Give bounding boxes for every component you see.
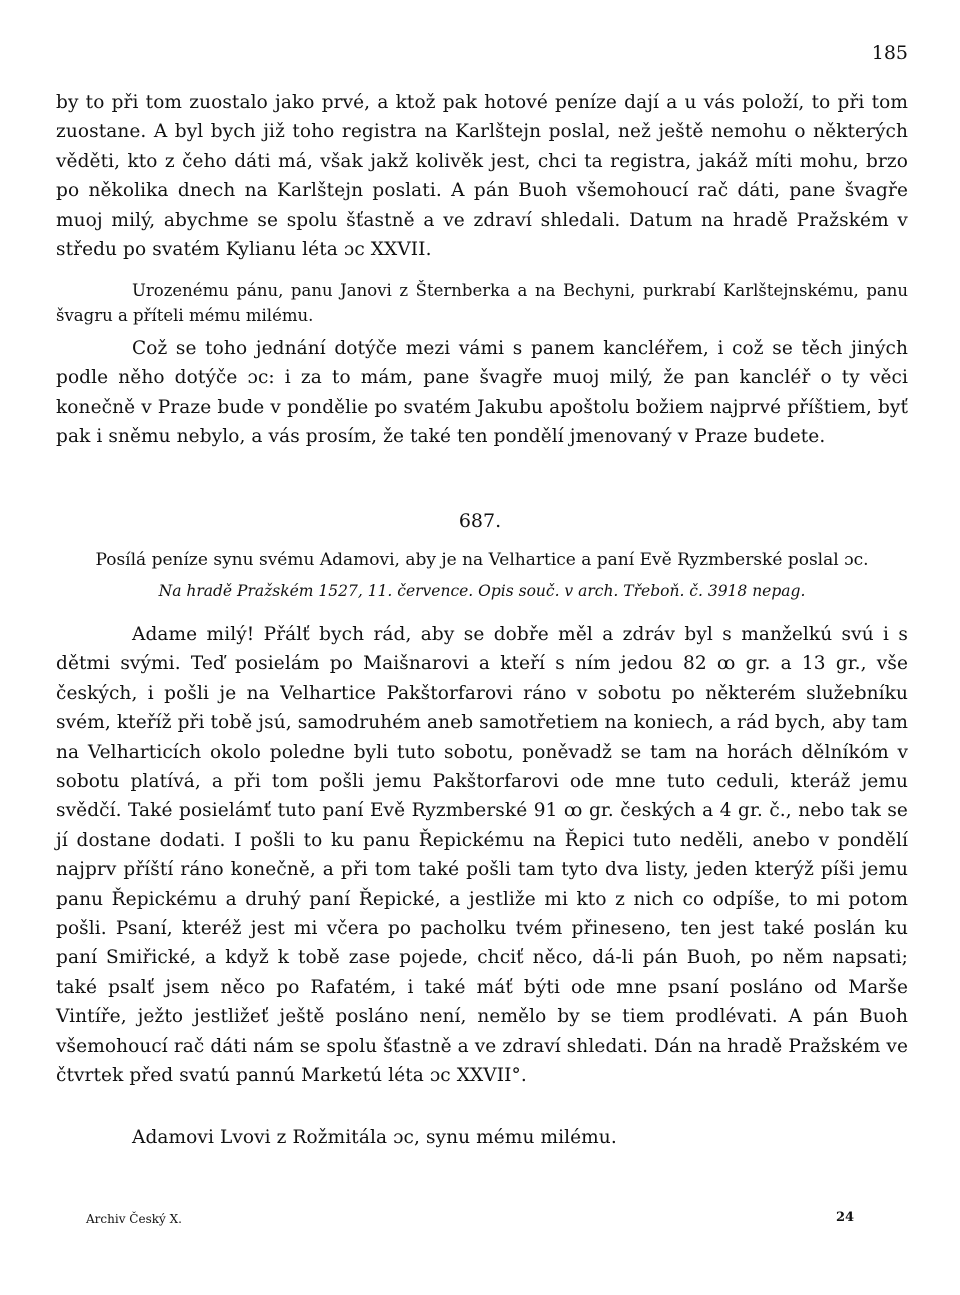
footer-signature-number: 24	[836, 1210, 855, 1225]
letter-summary: Posílá peníze synu svému Adamovi, aby je na Velhartice a paní Evě Ryzmberské poslal ɔc.	[95, 550, 869, 570]
letter-source: Na hradě Pražském 1527, 11. července. Opis souč. v arch. Třeboň. č. 3918 nepag.	[158, 582, 806, 600]
letter-body: Adame milý! Přálť bych rád, aby se dobře měl a zdráv byl s manželkú svú i s dětmi svými. Teď posielám po Maišnarovi a kteří s ním jedou 82 ꝏ gr. a 13 gr., vše českých, i pošli je na Velhartice Pakštorfarovi ráno v sobotu po některém služebníku svém, kteříž při tobě jsú, samodruhém aneb samotřetiem na koniech, a rád bych, aby tam na Velharticích okolo poledne byli tuto sobotu, poněvadž se tam na horách dělníkóm v sobotu platívá, a při tom pošli jemu Pakštorfarovi ode mne tuto ceduli, kteráž jemu svědčí. Také posielámť tuto paní Evě Ryzmberské 91 ꝏ gr. českých a 4 gr. č., nebo tak se jí dostane dodati. I pošli to ku panu Řepickému na Řepici tuto neděli, anebo v pondělí najprv příští ráno konečně, a při tom také pošli tam tyto dva listy, jeden kterýž píši jemu panu Řepickému a druhý paní Řepické, a jestliže mi kto z nich co odpíše, to mi potom pošli. Psaní, kteréž jest mi včera po pacholku tvém přineseno, ten jest také poslán ku paní Smiřické, a když k tobě zase pojede, chciť něco, dá-li pán Buoh, po něm napsati; také psalť jsem něco po Rafatém, i také máť býti ode mne psaní posláno od Marše Vintíře, ježto jestližeť ještě posláno není, nemělo by se tiem prodlévati. A pán Buoh všemohoucí rač dáti nám se spolu šťastně a ve zdraví shledati. Dán na hradě Pražském ve čtvrtek před svatú pannú Marketú léta ɔc XXVII°.	[56, 624, 908, 1087]
letter-address: Urozenému pánu, panu Janovi z Šternberka a na Bechyni, purkrabí Karlštejnskému, panu švagru a příteli mému milému.	[56, 281, 908, 325]
page-number: 185	[871, 42, 908, 64]
letter-address-adam: Adamovi Lvovi z Rožmitála ɔc, synu mému milému.	[132, 1127, 617, 1148]
paragraph-postscript: Což se toho jednání dotýče mezi vámi s panem kancléřem, i což se těch jiných podle něho dotýče ɔc: i za to mám, pane švagře muoj milý, že pan kancléř o ty věci konečně v Praze bude v pondělie po svatém Jakubu apoštolu božiem najprvé příštiem, byť pak i sněmu nebylo, a vás prosím, že také ten pondělí jmenovaný v Praze budete.	[56, 338, 908, 448]
letter-number: 687.	[458, 510, 502, 532]
paragraph-continuation: by to při tom zuostalo jako prvé, a ktož pak hotové peníze dají a u vás položí, to při tom zuostane. A byl bych již toho registra na Karlštejn poslal, než ještě nemohu o některých věděti, kto z čeho dáti má, však jakž kolivěk jest, chci ta registra, jakáž míti mohu, brzo po několika dnech na Karlštejn poslati. A pán Buoh všemohoucí rač dáti, pane švagře muoj milý, abychme se spolu šťastně a ve zdraví shledali. Datum na hradě Pražském v středu po svatém Kylianu léta ɔc XXVII.	[56, 92, 908, 261]
footer-series-title: Archiv Český X.	[86, 1212, 182, 1226]
